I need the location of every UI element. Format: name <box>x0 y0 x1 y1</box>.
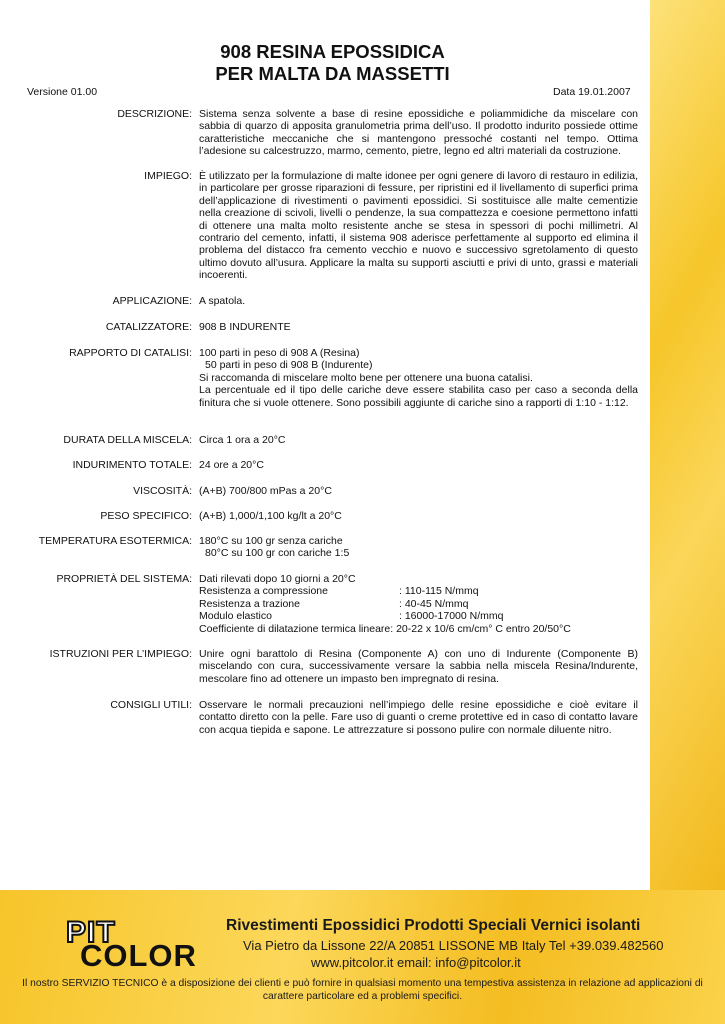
footer-service-note: Il nostro SERVIZIO TECNICO è a disposizione dei clienti e può fornire in qualsiasi momento una tempestiva assistenza in relazione ad applicazioni di carattere particolare ed a problemi specifici. <box>22 978 703 1002</box>
temp-line-1: 180°C su 100 gr senza cariche <box>199 535 343 547</box>
property-name: Resistenza a trazione <box>199 597 300 610</box>
property-row <box>199 610 638 622</box>
section-label: DURATA DELLA MISCELA: <box>63 434 192 446</box>
section-text <box>199 573 638 635</box>
footer-tagline: Rivestimenti Epossidici Prodotti Speciali Vernici isolanti <box>226 917 641 934</box>
property-name: Modulo elastico <box>199 610 272 623</box>
property-row <box>199 598 638 610</box>
section-label: RAPPORTO DI CATALISI: <box>69 347 192 359</box>
section-text: Sistema senza solvente a base di resine epossidiche e poliammidiche da miscelare con sabbia di quarzo di apposita granulometria prima dell’uso. Il prodotto indurito possiede ottime caratteristiche meccaniche che si mantengono pressoché costanti nel tempo. Ottima l’adesione su calcestruzzo, marmo, cemento, pietre, legno ed altri materiali da costruzione. <box>199 108 638 158</box>
section-text: Unire ogni barattolo di Resina (Componente A) con uno di Indurente (Componente B) miscelando con cura, successivamente versare la sabbia nella miscela Resina/Indurente, mescolare fino ad ottenere un impasto ben impregnato di resina. <box>199 648 638 685</box>
section-label: VISCOSITÀ: <box>133 485 192 497</box>
temp-line-2: 80°C su 100 gr con cariche 1:5 <box>205 547 350 560</box>
section-label: PESO SPECIFICO: <box>100 510 192 522</box>
property-name: Resistenza a compressione <box>199 585 328 598</box>
version-label: Versione 01.00 <box>27 86 98 98</box>
right-decor-band <box>650 0 725 890</box>
props-intro: Dati rilevati dopo 10 giorni a 20°C <box>199 573 356 585</box>
pitcolor-logo <box>66 918 212 972</box>
logo-color-text: COLOR <box>80 938 197 973</box>
ratio-fillers: La percentuale ed il tipo delle cariche deve essere stabilita caso per caso a seconda della finitura che si vuole ottenere. Sono possibili aggiunte di cariche sino a rapporti di 1:10 - 1:12. <box>199 384 638 409</box>
property-value: : 40-45 N/mmq <box>399 597 469 610</box>
date-label: Data 19.01.2007 <box>553 86 631 98</box>
section-text: (A+B) 700/800 mPas a 20°C <box>199 485 332 497</box>
section-text: È utilizzato per la formulazione di malte idonee per ogni genere di lavoro di restauro in edilizia, in particolare per grosse riparazioni di fessure, per ripristini ed il livellamento di superfici prima dell’applicazione di rivestimenti o pavimenti epossidici. Si sostituisce alle malte cementizie nella creazione di scivoli, livelli o pendenze, la sua compattezza e coesione permettono infatti di ottenere una malta molto resistente anche se stesa in spessori di pochi millimetri. Al contrario del cemento, infatti, il sistema 908 aderisce perfettamente al supporto ed elimina il problema del distacco fra cemento vecchio e nuovo e successivo sgretolamento di questo ultimo dovuto all’usura. Applicare la malta su supporti asciutti e privi di unto, grassi e materiali incoerenti. <box>199 170 638 282</box>
section-label: CONSIGLI UTILI: <box>110 699 192 711</box>
ratio-line-a: 100 parti in peso di 908 A (Resina) <box>199 347 360 359</box>
title-line-1: 908 RESINA EPOSSIDICA <box>220 41 445 62</box>
section-label: INDURIMENTO TOTALE: <box>72 459 192 471</box>
section-text: Osservare le normali precauzioni nell’impiego delle resine epossidiche e cioè evitare il contatto diretto con la pelle. Fare uso di guanti o creme protettive ed in caso di contatto lavare con acqua tiepida e sapone. Le attrezzature si possono pulire con normale diluente nitro. <box>199 699 638 736</box>
property-value: : 16000-17000 N/mmq <box>399 610 504 623</box>
document-title <box>0 41 665 85</box>
section-text <box>199 347 638 409</box>
section-text: A spatola. <box>199 295 246 307</box>
section-text: Circa 1 ora a 20°C <box>199 434 286 446</box>
section-label: CATALIZZATORE: <box>105 321 192 333</box>
section-text: 24 ore a 20°C <box>199 459 264 471</box>
section-label: DESCRIZIONE: <box>117 108 192 120</box>
ratio-note: Si raccomanda di miscelare molto bene per ottenere una buona catalisi. <box>199 371 533 384</box>
ratio-line-b: 50 parti in peso di 908 B (Indurente) <box>205 359 373 372</box>
section-text: (A+B) 1,000/1,100 kg/lt a 20°C <box>199 510 342 522</box>
section-label: PROPRIETÀ DEL SISTEMA: <box>56 573 192 585</box>
property-value: : 110-115 N/mmq <box>399 585 479 598</box>
footer-address: Via Pietro da Lissone 22/A 20851 LISSONE MB Italy Tel +39.039.482560 <box>243 938 664 953</box>
footer-web-link[interactable]: www.pitcolor.it email: info@pitcolor.it <box>311 955 521 970</box>
property-row <box>199 585 638 597</box>
section-text <box>199 535 638 560</box>
section-label: APPLICAZIONE: <box>112 295 192 307</box>
logo-pit-text: PIT <box>66 916 116 949</box>
section-label: TEMPERATURA ESOTERMICA: <box>38 535 192 547</box>
title-line-2: PER MALTA DA MASSETTI <box>215 63 450 84</box>
props-coefficient: Coefficiente di dilatazione termica lineare: 20-22 x 10/6 cm/cm° C entro 20/50°C <box>199 622 571 635</box>
section-label: ISTRUZIONI PER L’IMPIEGO: <box>49 648 192 660</box>
section-text: 908 B INDURENTE <box>199 321 291 333</box>
section-label: IMPIEGO: <box>144 170 192 182</box>
